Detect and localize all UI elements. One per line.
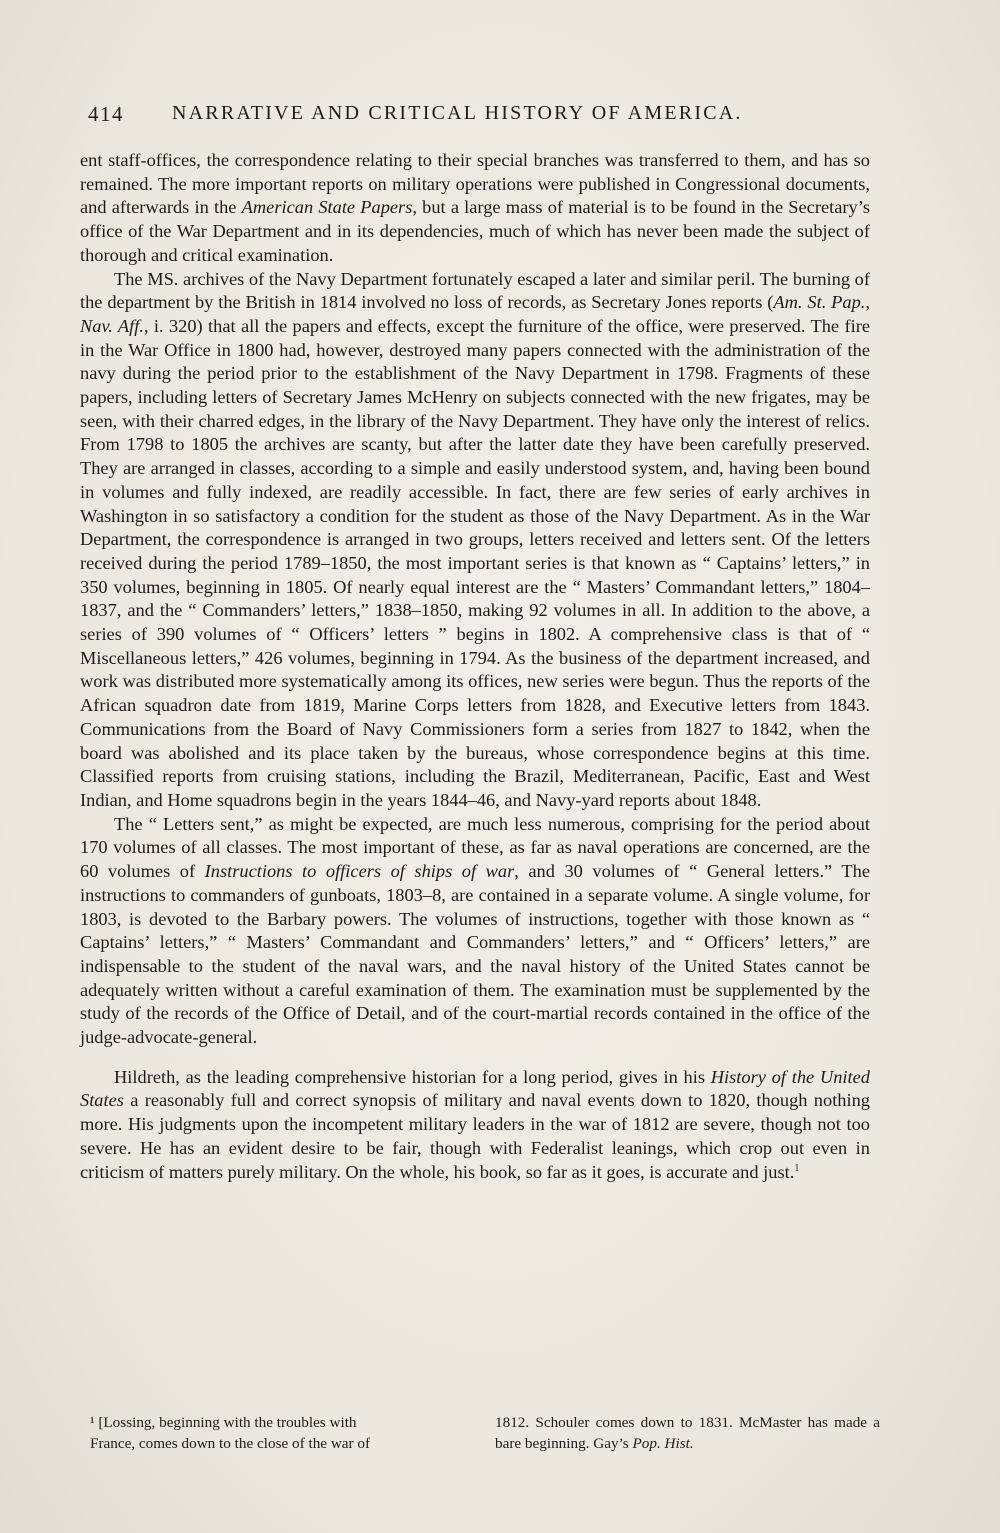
- italic-title: American State Papers: [241, 197, 413, 218]
- footnote-text: 1812. Schouler comes down to 1831. McMaster has made a bare beginning. Gay’s: [495, 1414, 880, 1452]
- paragraph-text: The MS. archives of the Navy Department fortunately escaped a later and similar peril. The burning of the department by the British in 1814 involved no loss of records, as Secretary Jones reports (: [80, 268, 870, 313]
- italic-title: Pop. Hist.: [632, 1435, 694, 1452]
- paragraph-text: a reasonably full and correct synopsis of military and naval events down to 1820, though nothing more. His judgments upon the incompetent military leaders in the war of 1812 are severe, though not too severe. He has an evident desire to be fair, though with Federalist leanings, which crop out even in criticism of matters purely military. On the whole, his book, so far as it goes, is accurate and just.: [80, 1090, 870, 1182]
- footnote-right-column: [495, 1412, 880, 1454]
- footnote-line: ¹ [Lossing, beginning with the troubles with: [90, 1414, 357, 1431]
- footnote-marker: 1: [794, 1162, 800, 1174]
- footnote-left-column: [90, 1412, 472, 1454]
- paragraph-text: ent staff-offices, the correspondence relating to their special branches was transferred to them, and has so remained. The more important reports on military operations were published in Congressional documents, and afterwards in the: [80, 150, 870, 218]
- paragraph-text: The “ Letters sent,” as might be expected, are much less numerous, comprising for the period about 170 volumes of all classes. The most important of these, as far as naval operations are concerned, are the 60 volumes of: [80, 813, 870, 882]
- paragraph-war-department: [80, 149, 870, 268]
- paragraph-letters-sent: [80, 813, 870, 1050]
- footnote-line: France, comes down to the close of the war of: [90, 1435, 371, 1452]
- paragraph-hildreth: [80, 1066, 870, 1185]
- paragraph-text: , but a large mass of material is to be found in the Secretary’s office of the War Department and in its dependencies, much of which has never been made the subject of thorough and critical examination.: [80, 197, 870, 265]
- italic-citation: Am. St. Pap., Nav. Aff.: [80, 292, 871, 336]
- body-text: [80, 149, 870, 1184]
- paragraph-text: , and 30 volumes of “ General letters.” The instructions to commanders of gunboats, 1803–8, are contained in a separate volume. A single volume, for 1803, is devoted to the Barbary powers. The volumes of instructions, together with those known as “ Captains’ letters,” “ Masters’ Commandant and Commanders’ letters,” and “ Officers’ letters,” are indispensable to the student of the naval wars, and the naval history of the United States cannot be adequately written without a careful examination of them. The examination must be supplemented by the study of the records of the Office of Detail, and of the court-martial records contained in the office of the judge-advocate-general.: [80, 861, 871, 1048]
- paragraph-text: , i. 320) that all the papers and effects, except the furniture of the office, were preserved. The fire in the War Office in 1800 had, however, destroyed many papers connected with the administration of the navy during the period prior to the establishment of the Navy Department in 1798. Fragments of these papers, including letters of Secretary James McHenry on subjects connected with the new frigates, may be seen, with their charred edges, in the library of the Navy Department. They have only the interest of relics. From 1798 to 1805 the archives are scanty, but after the latter date they have been carefully preserved. They are arranged in classes, according to a simple and easily understood system, and, having been bound in volumes and fully indexed, are readily accessible. In fact, there are few series of early archives in Washington in so satisfactory a condition for the student as those of the Navy Department. As in the War Department, the correspondence is arranged in two groups, letters received and letters sent. Of the letters received during the period 1789–1850, the most important series is that known as “ Captains’ letters,” in 350 volumes, beginning in 1805. Of nearly equal interest are the “ Masters’ Commandant letters,” 1804–1837, and the “ Commanders’ letters,” 1838–1850, making 92 volumes in all. In addition to the above, a series of 390 volumes of “ Officers’ letters ” begins in 1802. A comprehensive class is that of “ Miscellaneous letters,” 426 volumes, beginning in 1794. As the business of the department increased, and work was distributed more systematically among its offices, new series were begun. Thus the reports of the African squadron date from 1819, Marine Corps letters from 1828, and Executive letters from 1843. Communications from the Board of Navy Commissioners form a series from 1827 to 1842, when the board was abolished and its place taken by the bureaus, whose correspondence begins at this time. Classified reports from cruising stations, including the Brazil, Mediterranean, Pacific, East and West Indian, and Home squadrons begin in the years 1844–46, and Navy-yard reports about 1848.: [80, 315, 870, 810]
- italic-title: Instructions to officers of ships of war: [204, 861, 515, 882]
- page-header: [88, 102, 888, 132]
- running-title: NARRATIVE AND CRITICAL HISTORY OF AMERICA.: [172, 102, 743, 124]
- italic-title: History of the United States: [80, 1066, 870, 1111]
- page-number: 414: [88, 102, 124, 126]
- paragraph-text: Hildreth, as the leading comprehensive historian for a long period, gives in his: [114, 1066, 711, 1087]
- paragraph-navy-archives: [80, 268, 870, 813]
